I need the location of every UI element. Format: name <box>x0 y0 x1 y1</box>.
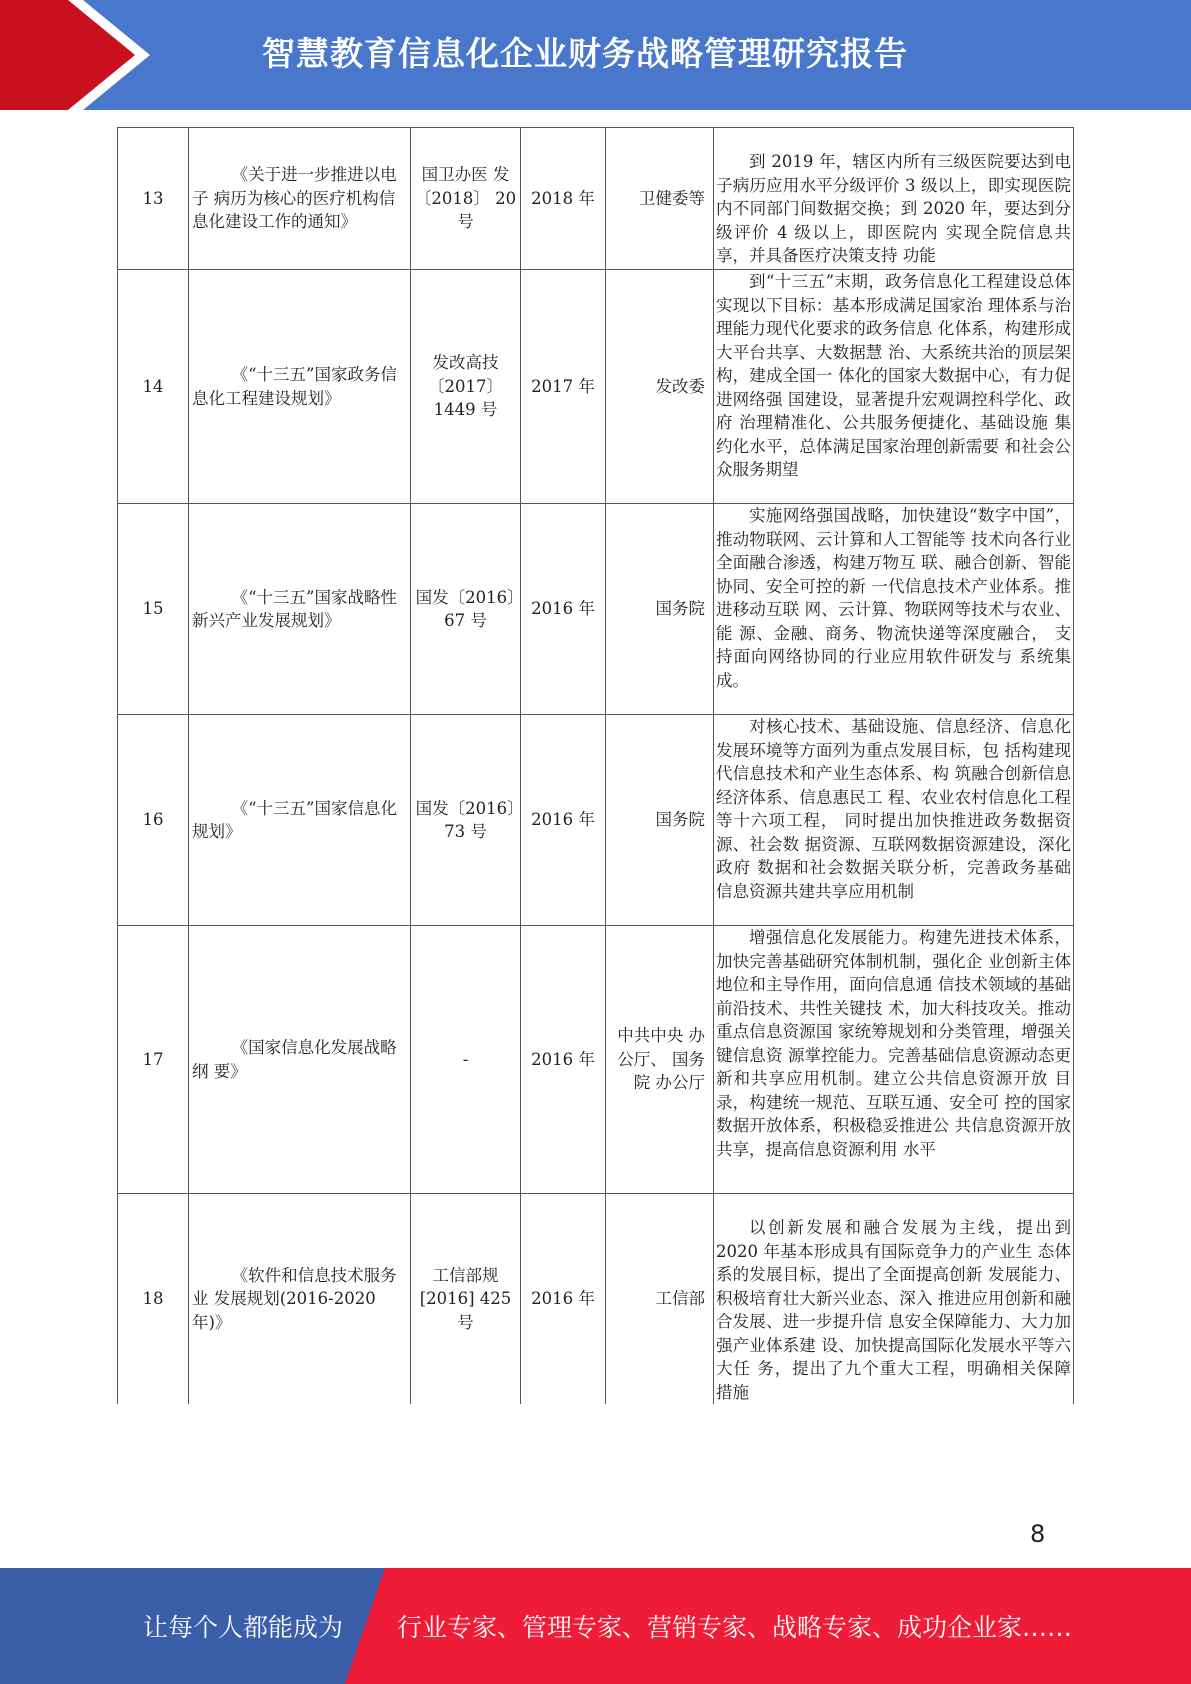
document-number: 工信部规 [2016] 425 号 <box>411 1194 521 1405</box>
policy-content: 增强信息化发展能力。构建先进技术体系，加快完善基础研究体制机制，强化企 业创新主体地位和主导作用，面向信息通 信技术领域的基础前沿技术、共性关键技 术，加大科技攻关。推动重点信息资源国 家统筹规划和分类管理，增强关键信息资 源掌控能力。完善基础信息资源动态更新和共享应用机制。建立公共信息资源开放 目录，构建统一规范、互联互通、安全可 控的国家数据开放体系，积极稳妥推进公 共信息资源开放共享，提高信息资源利用 水平 <box>714 926 1074 1194</box>
footer-slogan-left: 让每个人都能成为 <box>143 1613 344 1642</box>
page-number: 8 <box>1030 1520 1046 1548</box>
issuing-department: 发改委 <box>606 270 714 504</box>
issue-year: 2018 年 <box>521 128 606 270</box>
policy-content: 实施网络强国战略，加快建设“数字中国”，推动物联网、云计算和人工智能等 技术向各行业全面融合渗透，构建万物互 联、融合创新、智能协同、安全可控的新 一代信息技术产业体系。推进移动互联 网、云计算、物联网等技术与农业、能 源、金融、商务、物流快递等深度融合， 支持面向网络协同的行业应用软件研发与 系统集成。 <box>714 504 1074 715</box>
table-row <box>118 715 1074 926</box>
issue-year: 2017 年 <box>521 270 606 504</box>
document-number: 国发〔2016〕67 号 <box>411 504 521 715</box>
footer-slogan-right: 行业专家、管理专家、营销专家、战略专家、成功企业家…… <box>397 1613 1073 1642</box>
issuing-department: 国务院 <box>606 504 714 715</box>
issue-year: 2016 年 <box>521 926 606 1194</box>
issuing-department: 中共中央 办公厅、 国务院 办公厅 <box>606 926 714 1194</box>
issuing-department: 工信部 <box>606 1194 714 1405</box>
row-number: 13 <box>118 128 189 270</box>
row-number: 16 <box>118 715 189 926</box>
policy-content: 到“十三五”末期，政务信息化工程建设总体实现以下目标：基本形成满足国家治 理体系与治理能力现代化要求的政务信息 化体系，构建形成大平台共享、大数据慧 治、大系统共治的顶层架构，建成全国一 体化的国家大数据中心，有力促进网络强 国建设，显著提升宏观调控科学化、政府 治理精准化、公共服务便捷化、基础设施 集约化水平，总体满足国家治理创新需要 和社会公众服务期望 <box>714 270 1074 504</box>
document-number: 国发〔2016〕73 号 <box>411 715 521 926</box>
policy-name: 《软件和信息技术服务业 发展规划(2016-2020 年)》 <box>189 1194 411 1405</box>
policy-content: 对核心技术、基础设施、信息经济、信息化发展环境等方面列为重点发展目标，包 括构建现代信息技术和产业生态体系、构 筑融合创新信息经济体系、信息惠民工 程、农业农村信息化工程等十六项工程， 同时提出加快推进政务数据资源、社会数 据资源、互联网数据资源建设，深化政府 数据和社会数据关联分析，完善政务基础 信息资源共建共享应用机制 <box>714 715 1074 926</box>
policy-name: 《关于进一步推进以电子 病历为核心的医疗机构信 息化建设工作的通知》 <box>189 128 411 270</box>
page-title: 智慧教育信息化企业财务战略管理研究报告 <box>262 34 908 73</box>
table-row <box>118 926 1074 1194</box>
issuing-department: 国务院 <box>606 715 714 926</box>
issue-year: 2016 年 <box>521 504 606 715</box>
document-number: 发改高技 〔2017〕 1449 号 <box>411 270 521 504</box>
policy-name: 《“十三五”国家政务信 息化工程建设规划》 <box>189 270 411 504</box>
header-banner <box>0 0 1191 110</box>
footer-banner <box>0 1568 1191 1684</box>
table-row <box>118 504 1074 715</box>
document-number: 国卫办医 发〔2018〕 20 号 <box>411 128 521 270</box>
row-number: 17 <box>118 926 189 1194</box>
policy-content: 到 2019 年，辖区内所有三级医院要达到电 子病历应用水平分级评价 3 级以上，即实现医院内不同部门间数据交换；到 2020 年，要达到分级评价 4 级以上，即医院内 实现全院信息共享，并具备医疗决策支持 功能 <box>714 128 1074 270</box>
document-number: - <box>411 926 521 1194</box>
row-number: 18 <box>118 1194 189 1405</box>
policy-table <box>117 127 1074 1404</box>
policy-name: 《“十三五”国家信息化 规划》 <box>189 715 411 926</box>
row-number: 14 <box>118 270 189 504</box>
table-row <box>118 128 1074 270</box>
policy-name: 《“十三五”国家战略性 新兴产业发展规划》 <box>189 504 411 715</box>
issue-year: 2016 年 <box>521 715 606 926</box>
row-number: 15 <box>118 504 189 715</box>
issue-year: 2016 年 <box>521 1194 606 1405</box>
policy-content: 以创新发展和融合发展为主线，提出到 2020 年基本形成具有国际竞争力的产业生 态体系的发展目标，提出了全面提高创新 发展能力、积极培育壮大新兴业态、深入 推进应用创新和融合发展、进一步提升信 息安全保障能力、大力加强产业体系建 设、加快提高国际化发展水平等六大任 务，提出了九个重大工程，明确相关保障 措施 <box>714 1194 1074 1405</box>
table-row <box>118 270 1074 504</box>
policy-name: 《国家信息化发展战略纲 要》 <box>189 926 411 1194</box>
table-row <box>118 1194 1074 1405</box>
header-arrow-icon <box>0 0 135 110</box>
issuing-department: 卫健委等 <box>606 128 714 270</box>
